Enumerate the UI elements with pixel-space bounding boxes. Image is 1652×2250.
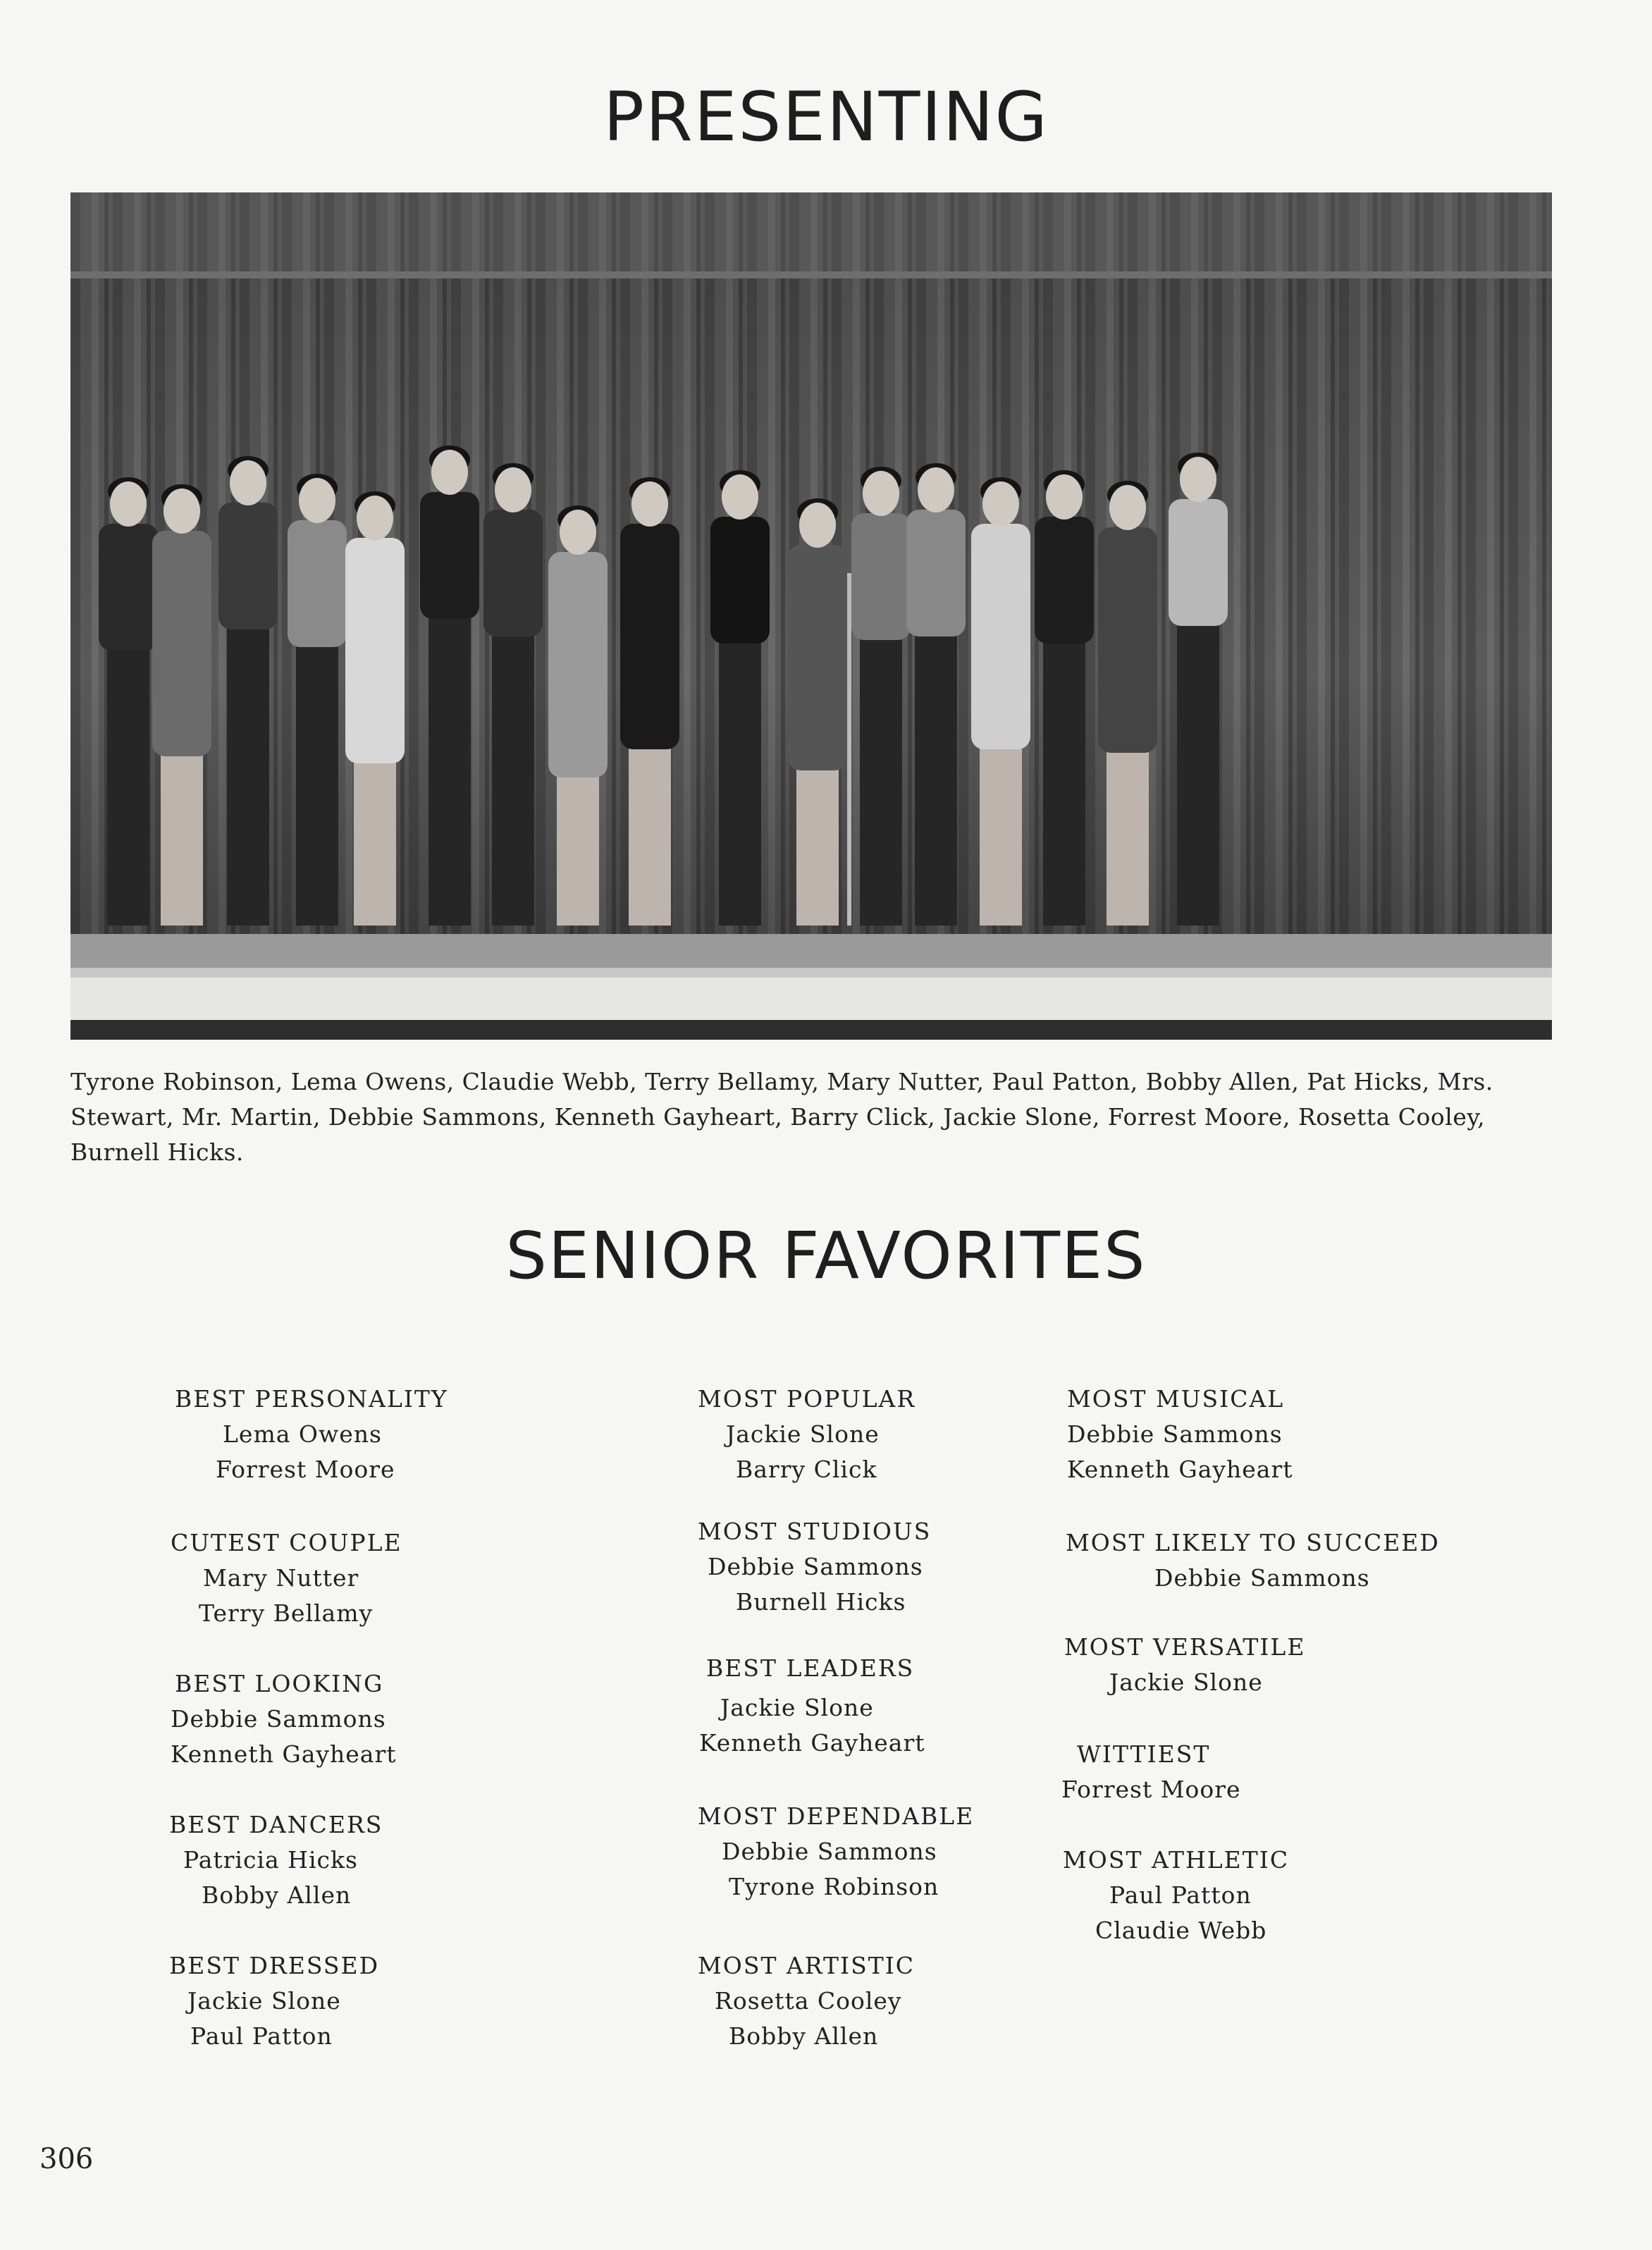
favorite-name: Claudie Webb	[1095, 1917, 1267, 1944]
favorite-most-athletic	[1063, 1843, 1289, 1948]
favorite-category: MOST ARTISTIC	[698, 1952, 915, 1979]
favorite-name: Burnell Hicks	[736, 1588, 906, 1616]
person-silhouette	[971, 477, 1030, 926]
favorite-best-personality	[175, 1382, 448, 1487]
favorite-name: Debbie Sammons	[708, 1553, 923, 1580]
person-silhouette	[420, 445, 479, 926]
favorite-best-dancers	[169, 1807, 383, 1913]
page-number: 306	[39, 2143, 94, 2175]
favorite-category: MOST DEPENDABLE	[698, 1802, 975, 1830]
person-silhouette	[483, 463, 543, 926]
person-silhouette	[906, 463, 966, 926]
favorite-name: Kenneth Gayheart	[1067, 1456, 1293, 1483]
favorite-category: BEST DRESSED	[169, 1952, 380, 1979]
favorite-name: Rosetta Cooley	[715, 1987, 902, 2015]
favorite-category: WITTIEST	[1077, 1740, 1211, 1768]
photo-caption: Tyrone Robinson, Lema Owens, Claudie Webb, Terry Bellamy, Mary Nutter, Paul Patton, Bobby Allen, Pat Hicks, Mrs. Stewart, Mr. Martin, Debbie Sammons, Kenneth Gayheart, Barry Click, Jackie Slone, Forrest Moore, Rosetta Cooley, Burnell Hicks.	[70, 1068, 1493, 1166]
favorite-most-musical	[1067, 1382, 1293, 1487]
favorite-name: Jackie Slone	[1109, 1668, 1263, 1696]
favorite-category: MOST LIKELY TO SUCCEED	[1066, 1529, 1440, 1556]
favorite-name: Kenneth Gayheart	[171, 1740, 397, 1768]
favorite-name: Mary Nutter	[203, 1564, 359, 1592]
person-silhouette	[710, 470, 770, 926]
people-silhouettes	[99, 445, 1228, 926]
person-silhouette	[99, 477, 158, 926]
favorite-name: Debbie Sammons	[1154, 1564, 1370, 1592]
favorite-most-popular	[698, 1382, 916, 1487]
favorite-name: Jackie Slone	[187, 1987, 341, 2015]
person-silhouette	[1035, 470, 1094, 926]
favorite-best-dressed	[169, 1948, 379, 2054]
favorite-best-leaders	[699, 1651, 925, 1761]
person-silhouette	[152, 484, 211, 926]
favorite-category: MOST MUSICAL	[1067, 1385, 1285, 1413]
favorite-best-looking	[171, 1666, 397, 1772]
person-silhouette	[1169, 453, 1228, 926]
favorite-most-dependable	[698, 1799, 974, 1905]
favorite-name: Debbie Sammons	[722, 1838, 937, 1865]
favorite-name: Jackie Slone	[720, 1694, 874, 1721]
favorite-cutest-couple	[171, 1525, 402, 1631]
favorite-name: Patricia Hicks	[183, 1846, 358, 1874]
favorite-category: MOST STUDIOUS	[698, 1518, 932, 1545]
favorite-category: MOST VERSATILE	[1064, 1633, 1306, 1661]
favorite-name: Bobby Allen	[202, 1881, 352, 1909]
page-title: PRESENTING	[603, 78, 1049, 156]
favorite-most-likely-to-succeed	[1066, 1525, 1440, 1596]
microphone-stand	[847, 573, 851, 926]
stage-photo-illustration	[70, 192, 1552, 1040]
favorite-name: Forrest Moore	[216, 1456, 395, 1483]
favorite-name: Bobby Allen	[729, 2022, 879, 2050]
favorite-category: BEST PERSONALITY	[175, 1385, 448, 1413]
favorite-name: Barry Click	[736, 1456, 877, 1483]
favorite-most-versatile	[1064, 1630, 1305, 1700]
favorite-name: Debbie Sammons	[1067, 1420, 1283, 1448]
favorite-category: CUTEST COUPLE	[171, 1529, 402, 1556]
person-silhouette	[1098, 481, 1157, 926]
favorite-most-studious	[698, 1514, 931, 1620]
favorite-name: Paul Patton	[1109, 1881, 1252, 1909]
favorite-wittiest	[1061, 1737, 1241, 1807]
favorite-category: MOST POPULAR	[698, 1385, 916, 1413]
person-silhouette	[620, 477, 679, 926]
person-silhouette	[851, 467, 911, 926]
favorite-name: Terry Bellamy	[199, 1599, 374, 1627]
favorite-category: MOST ATHLETIC	[1063, 1846, 1290, 1874]
favorite-name: Debbie Sammons	[171, 1705, 386, 1733]
person-silhouette	[788, 498, 847, 926]
favorite-name: Paul Patton	[190, 2022, 333, 2050]
favorite-most-artistic	[698, 1948, 915, 2054]
favorite-name: Forrest Moore	[1061, 1776, 1241, 1803]
section-title: SENIOR FAVORITES	[505, 1218, 1147, 1293]
favorite-name: Tyrone Robinson	[729, 1873, 939, 1900]
favorite-category: BEST LOOKING	[175, 1670, 384, 1697]
group-photo	[70, 192, 1552, 1040]
person-silhouette	[345, 491, 405, 926]
favorite-category: BEST LEADERS	[706, 1654, 915, 1682]
person-silhouette	[218, 456, 278, 926]
favorite-category: BEST DANCERS	[169, 1811, 383, 1838]
person-silhouette	[288, 474, 347, 926]
favorite-name: Jackie Slone	[726, 1420, 880, 1448]
favorite-name: Lema Owens	[223, 1420, 382, 1448]
person-silhouette	[548, 505, 608, 926]
favorite-name: Kenneth Gayheart	[699, 1729, 925, 1757]
